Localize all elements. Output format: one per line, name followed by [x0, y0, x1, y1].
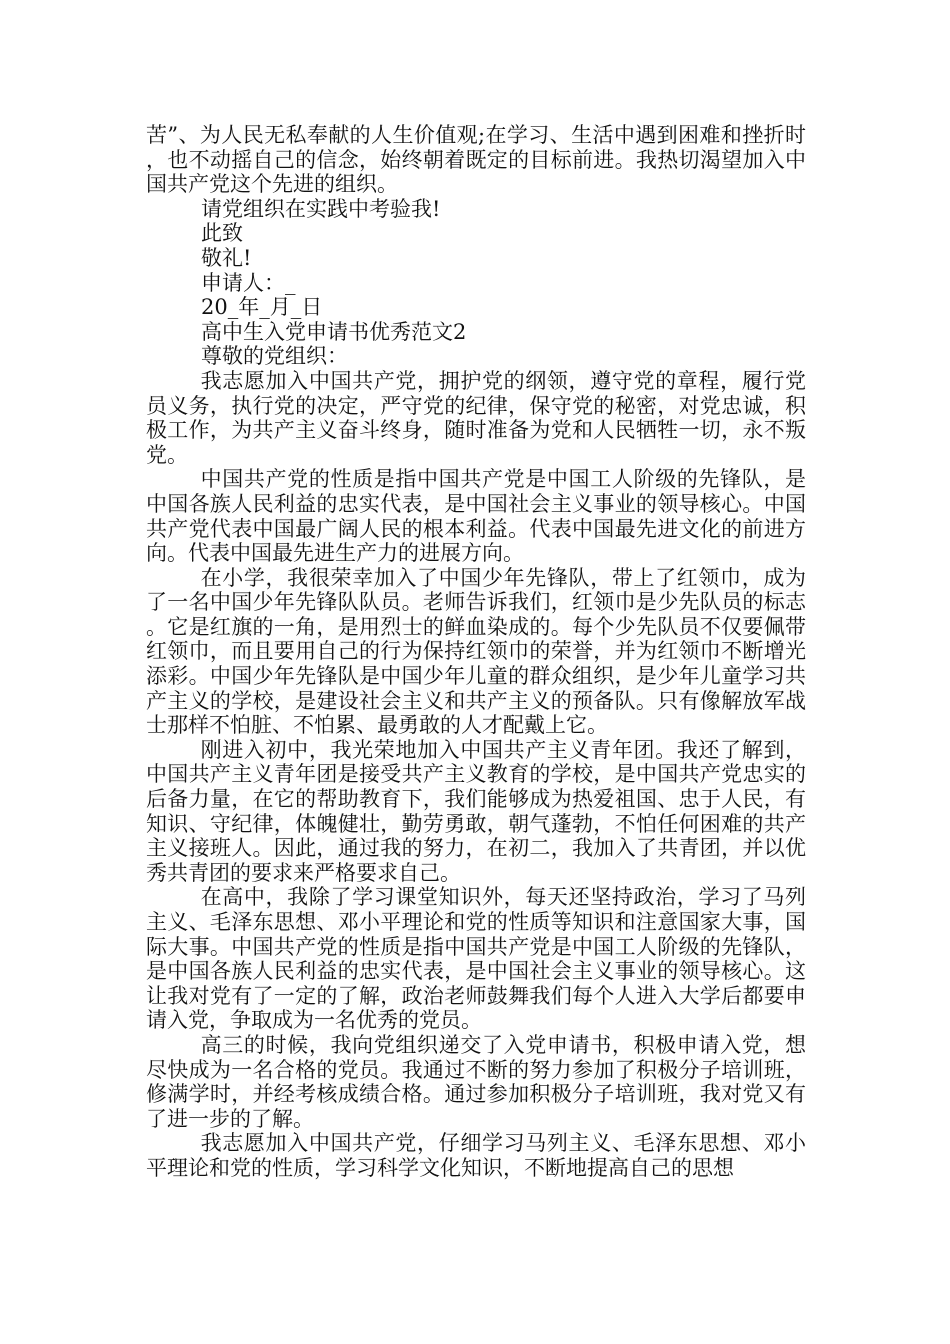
closing-line-2: 敬礼!	[201, 245, 252, 270]
body-paragraph-5: 在高中，我除了学习课堂知识外，每天还坚持政治，学习了马列主义、毛泽东思想、邓小平理论和党的性质等知识和注意国家大事，国际大事。中国共产党的性质是指中国共产党是中国工人阶级的先锋队，是中国各族人民利益的忠实代表，是中国社会主义事业的领导核心。这让我对党有了一定的了解，政治老师鼓舞我们每个人进入大学后都要申请入党，争取成为一名优秀的党员。	[146, 885, 806, 1033]
salutation: 尊敬的党组织：	[201, 344, 348, 369]
applicant-line: 申请人：_	[201, 270, 296, 295]
document-body	[146, 123, 806, 1181]
body-paragraph-7: 我志愿加入中国共产党，仔细学习马列主义、毛泽东思想、邓小平理论和党的性质，学习科学文化知识，不断地提高自己的思想	[146, 1131, 806, 1180]
body-paragraph-6: 高三的时候，我向党组织递交了入党申请书，积极申请入党，想尽快成为一名合格的党员。我通过不断的努力参加了积极分子培训班，修满学时，并经考核成绩合格。通过参加积极分子培训班，我对党又有了进一步的了解。	[146, 1032, 806, 1131]
test-request-line: 请党组织在实践中考验我!	[201, 196, 441, 221]
body-paragraph-1: 我志愿加入中国共产党，拥护党的纲领，遵守党的章程，履行党员义务，执行党的决定，严守党的纪律，保守党的秘密，对党忠诚，积极工作，为共产主义奋斗终身，随时准备为党和人民牺牲一切，永不叛党。	[146, 368, 806, 467]
body-paragraph-2: 中国共产党的性质是指中国共产党是中国工人阶级的先锋队，是中国各族人民利益的忠实代表，是中国社会主义事业的领导核心。中国共产党代表中国最广阔人民的根本利益。代表中国最先进文化的前进方向。代表中国最先进生产力的进展方向。	[146, 467, 806, 566]
date-line: 20_年_月_日	[201, 295, 323, 320]
body-paragraph-4: 刚进入初中，我光荣地加入中国共产主义青年团。我还了解到，中国共产主义青年团是接受共产主义教育的学校，是中国共产党忠实的后备力量，在它的帮助教育下，我们能够成为热爱祖国、忠于人民，有知识、守纪律，体魄健壮，勤劳勇敢，朝气蓬勃，不怕任何困难的共产主义接班人。因此，通过我的努力，在初二，我加入了共青团，并以优秀共青团的要求来严格要求自己。	[146, 737, 806, 885]
body-paragraph-3: 在小学，我很荣幸加入了中国少年先锋队，带上了红领巾，成为了一名中国少年先锋队队员。老师告诉我们，红领巾是少先队员的标志。它是红旗的一角，是用烈士的鲜血染成的。每个少先队员不仅要佩带红领巾，而且要用自己的行为保持红领巾的荣誉，并为红领巾不断增光添彩。中国少年先锋队是中国少年儿童的群众组织，是少年儿童学习共产主义的学校，是建设社会主义和共产主义的预备队。只有像解放军战士那样不怕脏、不怕累、最勇敢的人才配戴上它。	[146, 565, 806, 738]
section-title: 高中生入党申请书优秀范文2	[201, 319, 467, 344]
closing-line-1: 此致	[201, 221, 243, 246]
continuation-paragraph: 苦”、为人民无私奉献的人生价值观;在学习、生活中遇到困难和挫折时，也不动摇自己的信念，始终朝着既定的目标前进。我热切渴望加入中国共产党这个先进的组织。	[146, 123, 806, 197]
